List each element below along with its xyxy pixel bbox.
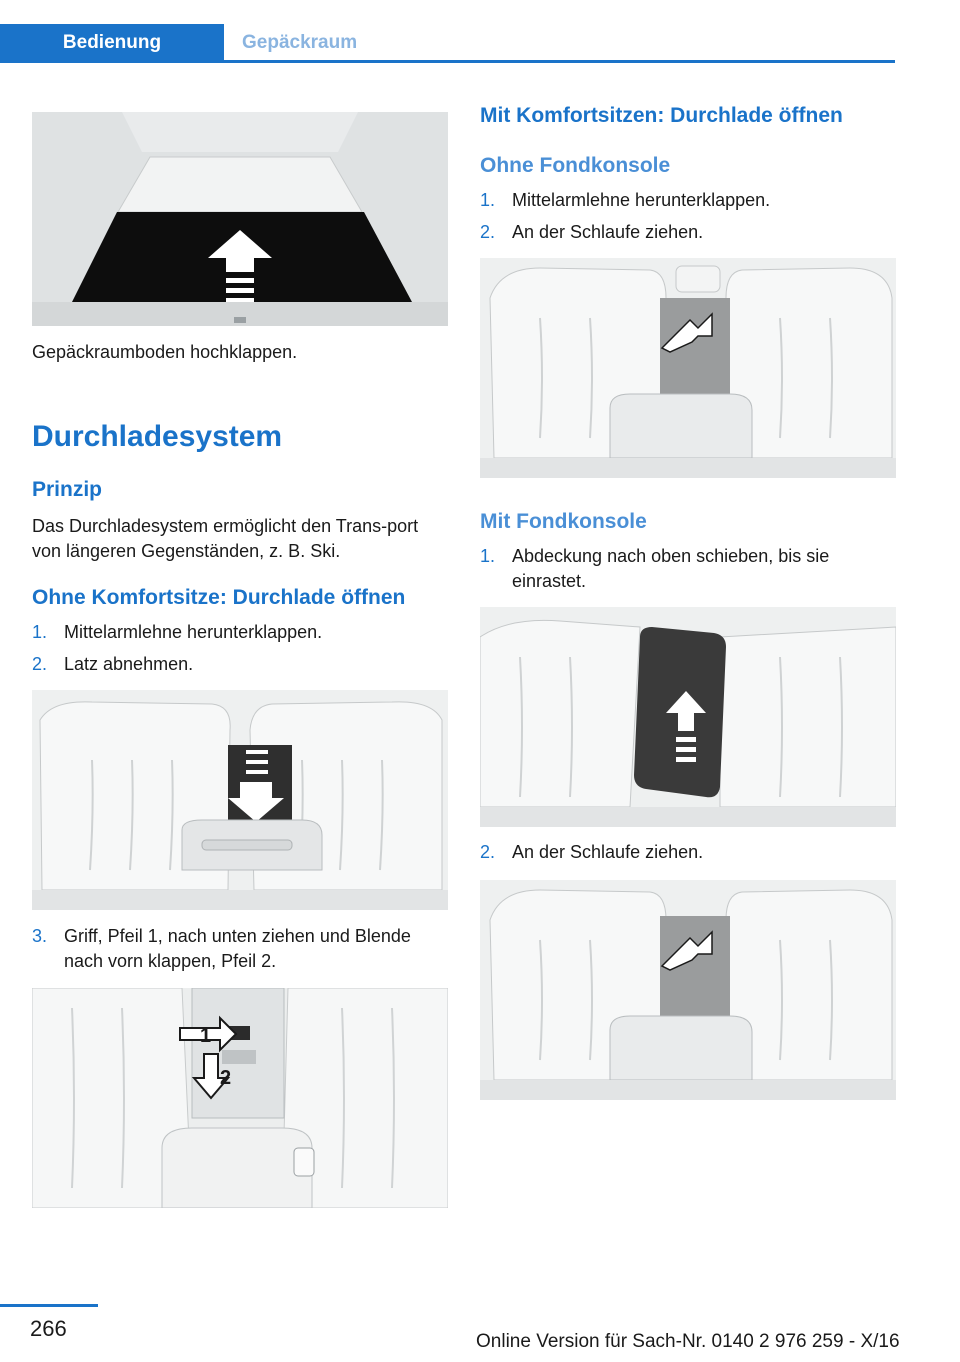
step-number: 2. xyxy=(480,222,496,242)
tab-bedienung[interactable]: Bedienung xyxy=(0,24,224,62)
step-text: Mittelarmlehne herunterklappen. xyxy=(512,190,771,210)
step-text: An der Schlaufe ziehen. xyxy=(512,842,704,862)
step-text: Griff, Pfeil 1, nach unten ziehen und Blende nach vorn klappen, Pfeil 2. xyxy=(64,926,411,971)
heading-prinzip: Prinzip xyxy=(32,478,103,501)
step-number: 3. xyxy=(32,926,48,946)
figure-armrest-latz xyxy=(32,690,448,910)
step-number: 1. xyxy=(480,546,496,566)
list-item xyxy=(480,840,896,865)
figure-schlaufe-mit-konsole xyxy=(480,880,896,1100)
arrow-label-2: 2 xyxy=(220,1067,232,1089)
step-text: Abdeckung nach oben schieben, bis sie einrastet. xyxy=(512,546,830,591)
step-number: 2. xyxy=(480,842,496,862)
principle-text: Das Durchladesystem ermöglicht den Trans-port von längeren Gegenständen, z. B. Ski. xyxy=(32,516,419,561)
footer-online-version: Online Version für Sach-Nr. 0140 2 976 259 - X/16 xyxy=(476,1331,900,1352)
figure-abdeckung-schieben xyxy=(480,607,896,827)
step-text: An der Schlaufe ziehen. xyxy=(512,222,704,242)
list-item xyxy=(32,620,448,645)
heading-ohne-fondkonsole: Ohne Fondkonsole xyxy=(480,154,671,177)
heading-mit-komfortsitzen: Mit Komfortsitzen: Durchlade öffnen xyxy=(480,104,843,127)
arrow-label-1: 1 xyxy=(200,1025,212,1047)
title-durchladesystem: Durchladesystem xyxy=(32,420,283,453)
page-number: 266 xyxy=(30,1316,67,1341)
list-item xyxy=(32,924,448,974)
heading-mit-fondkonsole: Mit Fondkonsole xyxy=(480,510,647,533)
step-number: 1. xyxy=(32,622,48,642)
figure-griff-blende xyxy=(32,988,448,1208)
tab-gepaeckraum[interactable]: Gepäckraum xyxy=(242,32,358,53)
footer-divider xyxy=(0,1304,98,1307)
step-text: Latz abnehmen. xyxy=(64,654,194,674)
list-item xyxy=(32,652,448,677)
list-item xyxy=(480,544,896,594)
figure-trunk-floor xyxy=(32,112,448,326)
list-item xyxy=(480,220,896,245)
step-number: 1. xyxy=(480,190,496,210)
caption-trunk-floor: Gepäckraumboden hochklappen. xyxy=(32,342,298,362)
header-divider xyxy=(0,60,895,63)
figure-schlaufe-ohne-konsole xyxy=(480,258,896,478)
heading-ohne-komfortsitze: Ohne Komfortsitze: Durchlade öffnen xyxy=(32,586,406,609)
step-number: 2. xyxy=(32,654,48,674)
list-item xyxy=(480,188,896,213)
step-text: Mittelarmlehne herunterklappen. xyxy=(64,622,323,642)
